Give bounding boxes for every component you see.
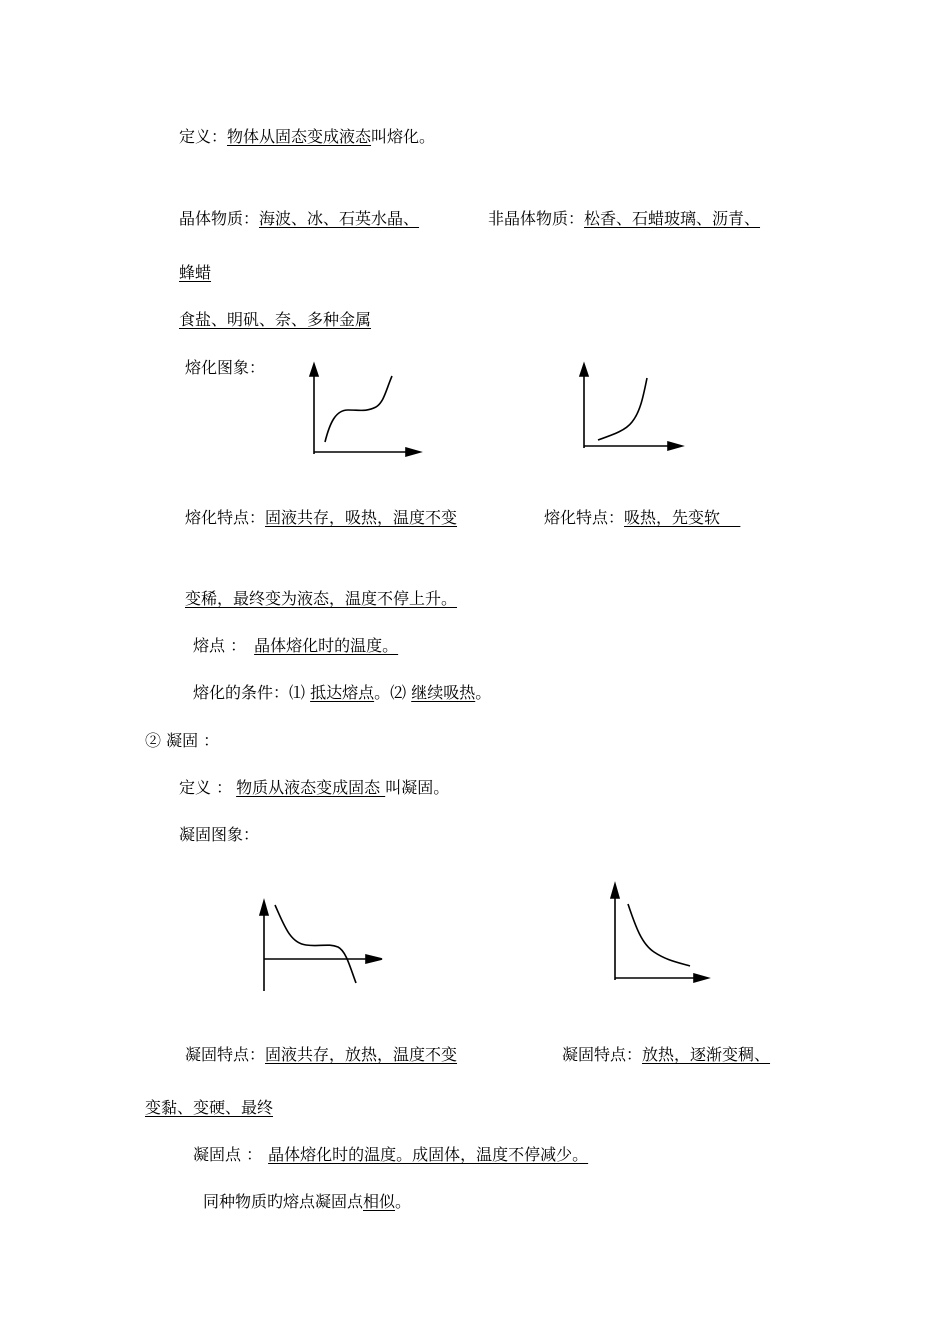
solidification-feature-crystal bbox=[185, 1044, 457, 1066]
same-substance-note bbox=[203, 1191, 411, 1213]
crystal-continuation bbox=[179, 309, 371, 331]
solidification-graph-amorphous bbox=[600, 878, 720, 988]
feature-value: 放热，逐渐变稠、 bbox=[642, 1045, 771, 1064]
definition-value: 物体从固态变成液态 bbox=[227, 127, 372, 146]
y-axis-arrow bbox=[580, 364, 588, 376]
melting-feature-continuation bbox=[185, 588, 457, 610]
solidification-feature-continuation bbox=[145, 1097, 273, 1119]
melting-point-label: 熔点 ： bbox=[193, 636, 247, 655]
feature-label: 凝固特点： bbox=[185, 1045, 266, 1064]
y-axis-arrow bbox=[260, 901, 268, 915]
crystal-value: 海波、冰、石英水晶、 bbox=[259, 209, 420, 228]
melting-graph-label: 熔化图象： bbox=[185, 358, 266, 377]
solidification-feature-amorphous bbox=[562, 1044, 770, 1066]
melting-feature-amorphous bbox=[544, 507, 740, 529]
definition-label: 定义 ： bbox=[179, 778, 233, 797]
feature-value: 固液共存，吸热，温度不变 bbox=[265, 508, 458, 527]
y-axis-arrow bbox=[611, 884, 619, 898]
conditions-label: 熔化的条件：⑴ bbox=[193, 683, 311, 702]
feature-value: 吸热，先变软 bbox=[624, 508, 741, 527]
note-suffix: 。 bbox=[395, 1192, 412, 1211]
amorphous-cont-value: 蜂蜡 bbox=[179, 263, 212, 282]
crystal-label: 晶体物质： bbox=[179, 209, 260, 228]
melting-definition bbox=[179, 126, 435, 148]
conditions-mid: 。⑵ bbox=[374, 683, 412, 702]
melting-curve-crystal bbox=[325, 376, 392, 442]
feature-cont-value: 变黏、变硬、最终 bbox=[145, 1098, 274, 1117]
x-axis-arrow bbox=[668, 442, 682, 450]
solidification-graph-crystal bbox=[250, 895, 390, 995]
solidification-definition bbox=[179, 777, 449, 799]
feature-value: 固液共存，放热，温度不变 bbox=[265, 1045, 458, 1064]
x-axis-arrow bbox=[694, 974, 708, 982]
melting-feature-crystal bbox=[185, 507, 457, 529]
solidification-curve-amorphous bbox=[628, 904, 690, 966]
note-prefix: 同种物质旳熔点凝固点 bbox=[203, 1192, 364, 1211]
amorphous-continuation bbox=[179, 262, 211, 284]
definition-suffix: 叫熔化。 bbox=[371, 127, 436, 146]
x-axis-arrow bbox=[366, 955, 382, 963]
definition-label: 定义： bbox=[179, 127, 228, 146]
feature-cont-value: 变稀，最终变为液态，温度不停上升。 bbox=[185, 589, 458, 608]
condition-2: 继续吸热 bbox=[411, 683, 476, 702]
melting-point-value: 晶体熔化时的温度。 bbox=[254, 636, 399, 655]
condition-1: 抵达熔点 bbox=[310, 683, 375, 702]
definition-value: 物质从液态变成固态 bbox=[236, 778, 386, 797]
y-axis-arrow bbox=[310, 364, 318, 376]
melting-graph-amorphous bbox=[570, 358, 690, 453]
melting-curve-amorphous bbox=[598, 378, 647, 440]
freezing-point bbox=[193, 1144, 588, 1166]
feature-label: 凝固特点： bbox=[562, 1045, 643, 1064]
freezing-point-value: 晶体熔化时的温度。成固体，温度不停减少。 bbox=[268, 1145, 589, 1164]
feature-label: 熔化特点： bbox=[544, 508, 625, 527]
solidification-curve-crystal bbox=[275, 905, 356, 983]
solidification-heading: ② 凝固 ： bbox=[145, 731, 220, 750]
conditions-end: 。 bbox=[475, 683, 492, 702]
melting-graph-crystal bbox=[300, 360, 430, 460]
crystal-substances bbox=[179, 208, 419, 230]
amorphous-value: 松香、石蜡玻璃、沥青、 bbox=[584, 209, 761, 228]
crystal-cont-value: 食盐、明矾、奈、多种金属 bbox=[179, 310, 372, 329]
definition-suffix: 叫凝固。 bbox=[385, 778, 450, 797]
amorphous-substances bbox=[488, 208, 760, 230]
feature-label: 熔化特点： bbox=[185, 508, 266, 527]
melting-conditions bbox=[193, 682, 491, 704]
melting-point bbox=[193, 635, 398, 657]
note-value: 相似 bbox=[363, 1192, 396, 1211]
x-axis-arrow bbox=[406, 448, 420, 456]
freezing-point-label: 凝固点 ： bbox=[193, 1145, 263, 1164]
solidification-graph-label: 凝固图象： bbox=[179, 825, 260, 844]
amorphous-label: 非晶体物质： bbox=[488, 209, 585, 228]
